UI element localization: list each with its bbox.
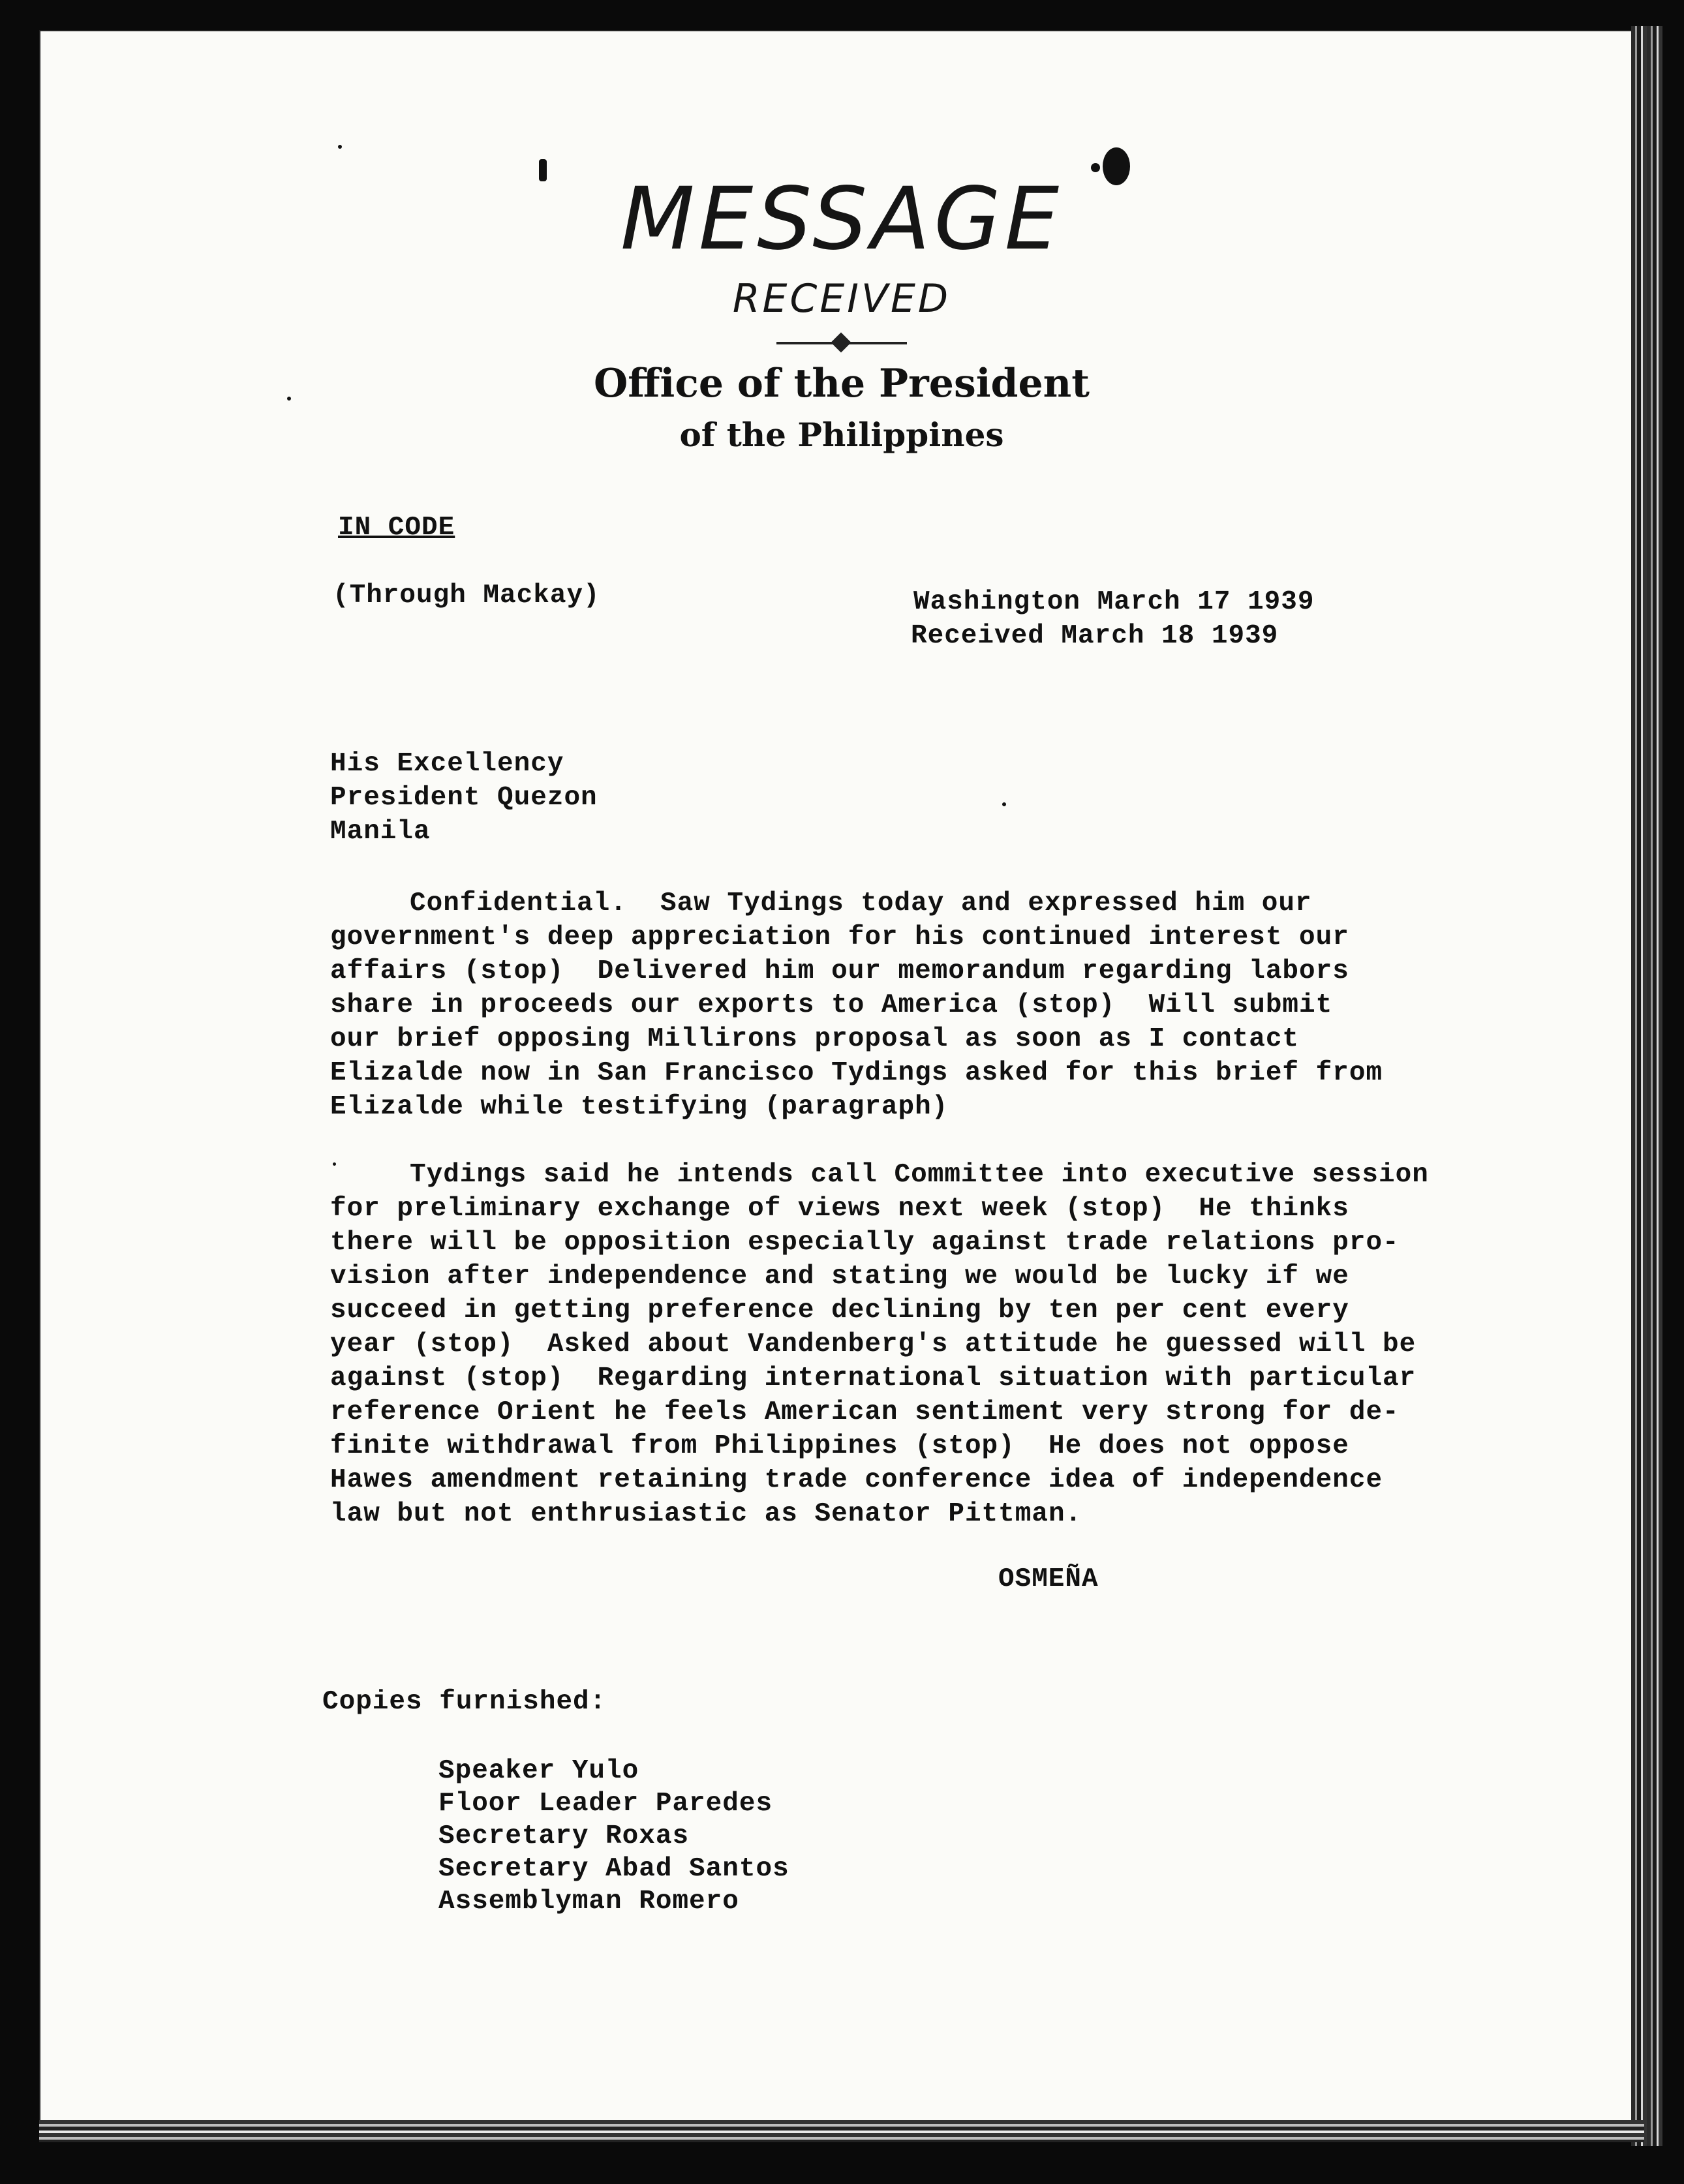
body-line: our brief opposing Millirons proposal as soon as I contact bbox=[330, 1024, 1300, 1054]
body-line: government's deep appreciation for his continued interest our bbox=[330, 922, 1349, 952]
body-line: Elizalde while testifying (paragraph) bbox=[330, 1092, 949, 1122]
ink-speck bbox=[338, 145, 342, 149]
body-line: vision after independence and stating we would be lucky if we bbox=[330, 1262, 1349, 1292]
ink-speck bbox=[287, 397, 291, 401]
body-line: finite withdrawal from Philippines (stop) He does not oppose bbox=[330, 1431, 1349, 1461]
ink-speck bbox=[333, 1162, 336, 1166]
stacked-page-edges-bottom bbox=[39, 2120, 1644, 2142]
body-line: Hawes amendment retaining trade conference idea of independence bbox=[330, 1465, 1383, 1495]
copy-recipient: Assemblyman Romero bbox=[438, 1887, 739, 1917]
body-line: year (stop) Asked about Vandenberg's attitude he guessed will be bbox=[330, 1329, 1416, 1359]
received-date: Received March 18 1939 bbox=[911, 621, 1279, 651]
body-line: for preliminary exchange of views next week (stop) He thinks bbox=[330, 1194, 1349, 1224]
body-line: against (stop) Regarding international situation with particular bbox=[330, 1363, 1416, 1393]
copy-recipient: Floor Leader Paredes bbox=[438, 1789, 773, 1819]
masthead-title: MESSAGE bbox=[620, 169, 1064, 269]
body-line: Tydings said he intends call Committee into executive session bbox=[410, 1160, 1429, 1190]
body-line: there will be opposition especially against trade relations pro- bbox=[330, 1228, 1400, 1258]
office-name-line2: of the Philippines bbox=[679, 416, 1004, 454]
signature: OSMEÑA bbox=[998, 1564, 1099, 1594]
address-line: Manila bbox=[330, 817, 431, 847]
body-line: share in proceeds our exports to America (stop) Will submit bbox=[330, 990, 1333, 1020]
copy-recipient: Secretary Abad Santos bbox=[438, 1854, 789, 1884]
body-line: Confidential. Saw Tydings today and expressed him our bbox=[410, 888, 1312, 918]
ink-speck bbox=[1091, 163, 1100, 172]
in-code-label: IN CODE bbox=[338, 513, 455, 543]
address-line: His Excellency bbox=[330, 749, 564, 779]
copy-recipient: Speaker Yulo bbox=[438, 1756, 639, 1786]
body-line: reference Orient he feels American sentiment very strong for de- bbox=[330, 1397, 1400, 1427]
stacked-page-edges-right bbox=[1631, 26, 1662, 2146]
ink-speck bbox=[539, 159, 547, 181]
address-line: President Quezon bbox=[330, 783, 598, 813]
ink-speck bbox=[1002, 802, 1006, 806]
masthead-subtitle: RECEIVED bbox=[732, 276, 951, 322]
body-line: law but not enthrusiastic as Senator Pittman. bbox=[330, 1499, 1082, 1529]
copies-heading: Copies furnished: bbox=[322, 1687, 607, 1717]
body-line: succeed in getting preference declining by ten per cent every bbox=[330, 1296, 1349, 1326]
routing-note: (Through Mackay) bbox=[333, 581, 600, 611]
copy-recipient: Secretary Roxas bbox=[438, 1821, 690, 1851]
office-name-line1: Office of the President bbox=[594, 361, 1090, 406]
body-line: Elizalde now in San Francisco Tydings asked for this brief from bbox=[330, 1058, 1383, 1088]
body-line: affairs (stop) Delivered him our memorandum regarding labors bbox=[330, 956, 1349, 986]
sent-date: Washington March 17 1939 bbox=[913, 587, 1315, 617]
